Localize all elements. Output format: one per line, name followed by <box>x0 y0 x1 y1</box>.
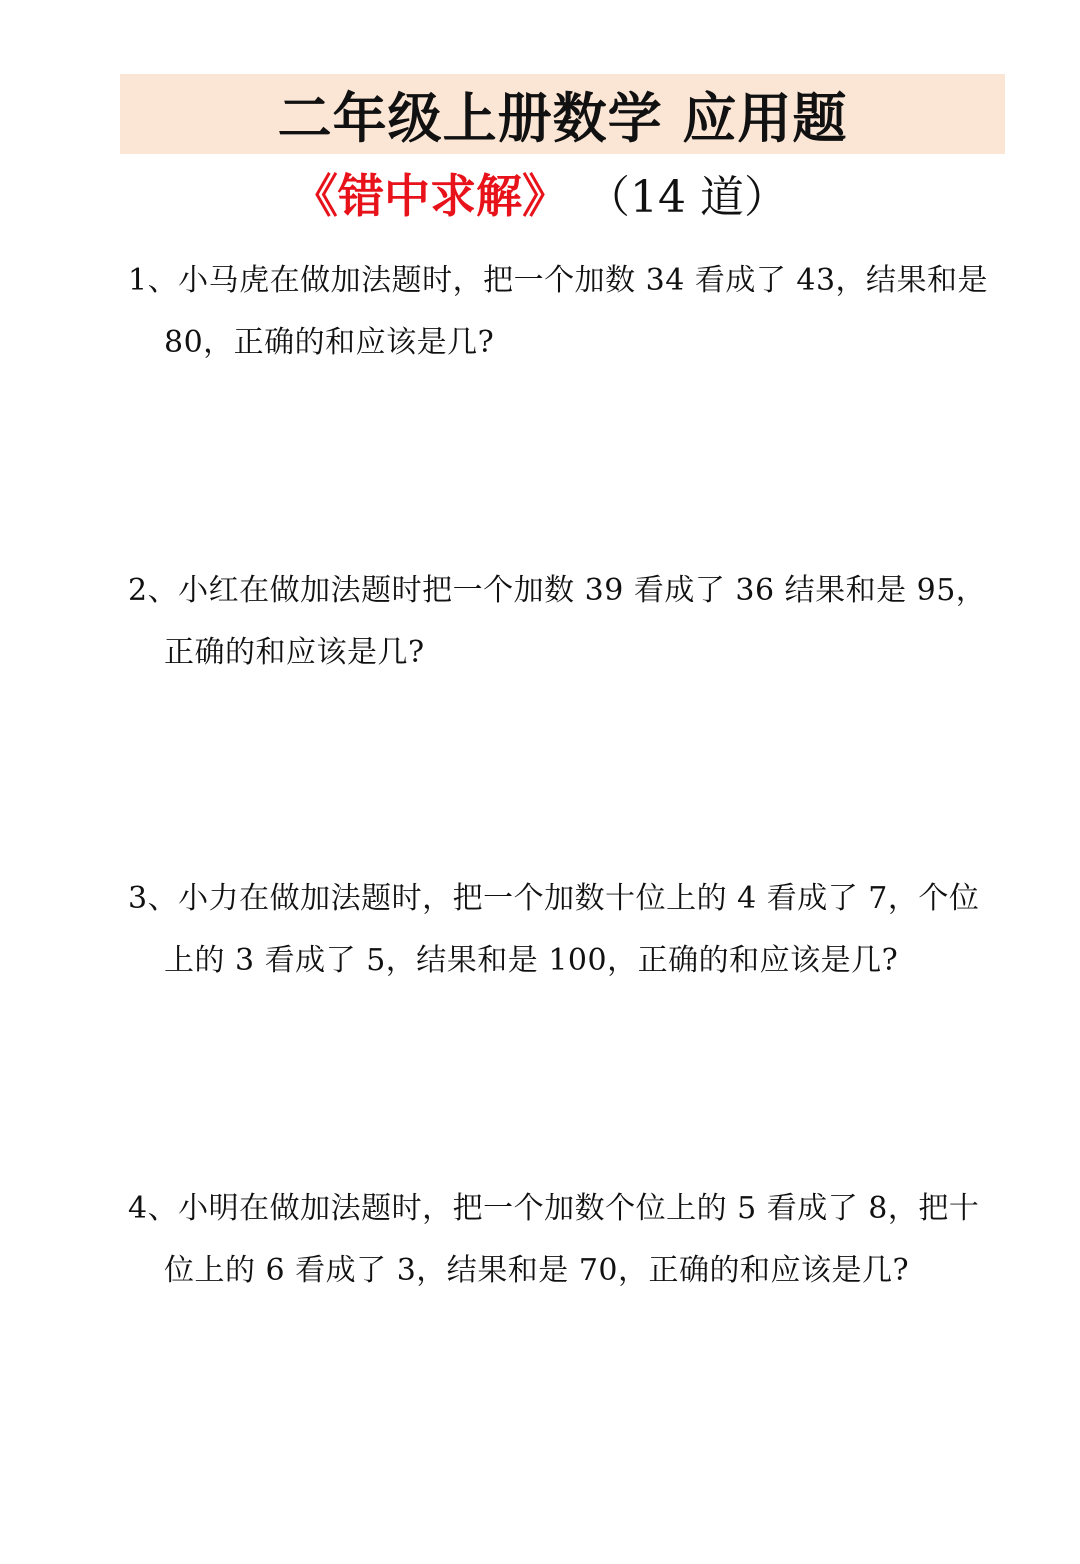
question-2 <box>128 560 1008 684</box>
question-1 <box>128 250 1008 374</box>
question-1-line-2: 80，正确的和应该是几? <box>164 325 495 360</box>
subtitle-topic: 《错中求解》 <box>292 169 568 223</box>
question-2-line-1: 2、小红在做加法题时把一个加数 39 看成了 36 结果和是 95， <box>128 573 987 608</box>
title-banner <box>120 74 1005 154</box>
question-4-line-2: 位上的 6 看成了 3，结果和是 70，正确的和应该是几? <box>164 1253 910 1288</box>
question-2-line-2: 正确的和应该是几? <box>164 635 425 670</box>
question-4-line-1: 4、小明在做加法题时，把一个加数个位上的 5 看成了 8，把十 <box>128 1191 980 1226</box>
question-1-line-1: 1、小马虎在做加法题时，把一个加数 34 看成了 43，结果和是 <box>128 263 989 298</box>
question-4 <box>128 1178 1008 1302</box>
question-3-line-1: 3、小力在做加法题时，把一个加数十位上的 4 看成了 7，个位 <box>128 881 980 916</box>
question-3 <box>128 868 1008 992</box>
page-title: 二年级上册数学 应用题 <box>277 86 848 150</box>
subtitle-count: （14 道） <box>586 172 788 223</box>
subtitle <box>0 158 1080 228</box>
question-3-line-2: 上的 3 看成了 5，结果和是 100，正确的和应该是几? <box>164 943 899 978</box>
